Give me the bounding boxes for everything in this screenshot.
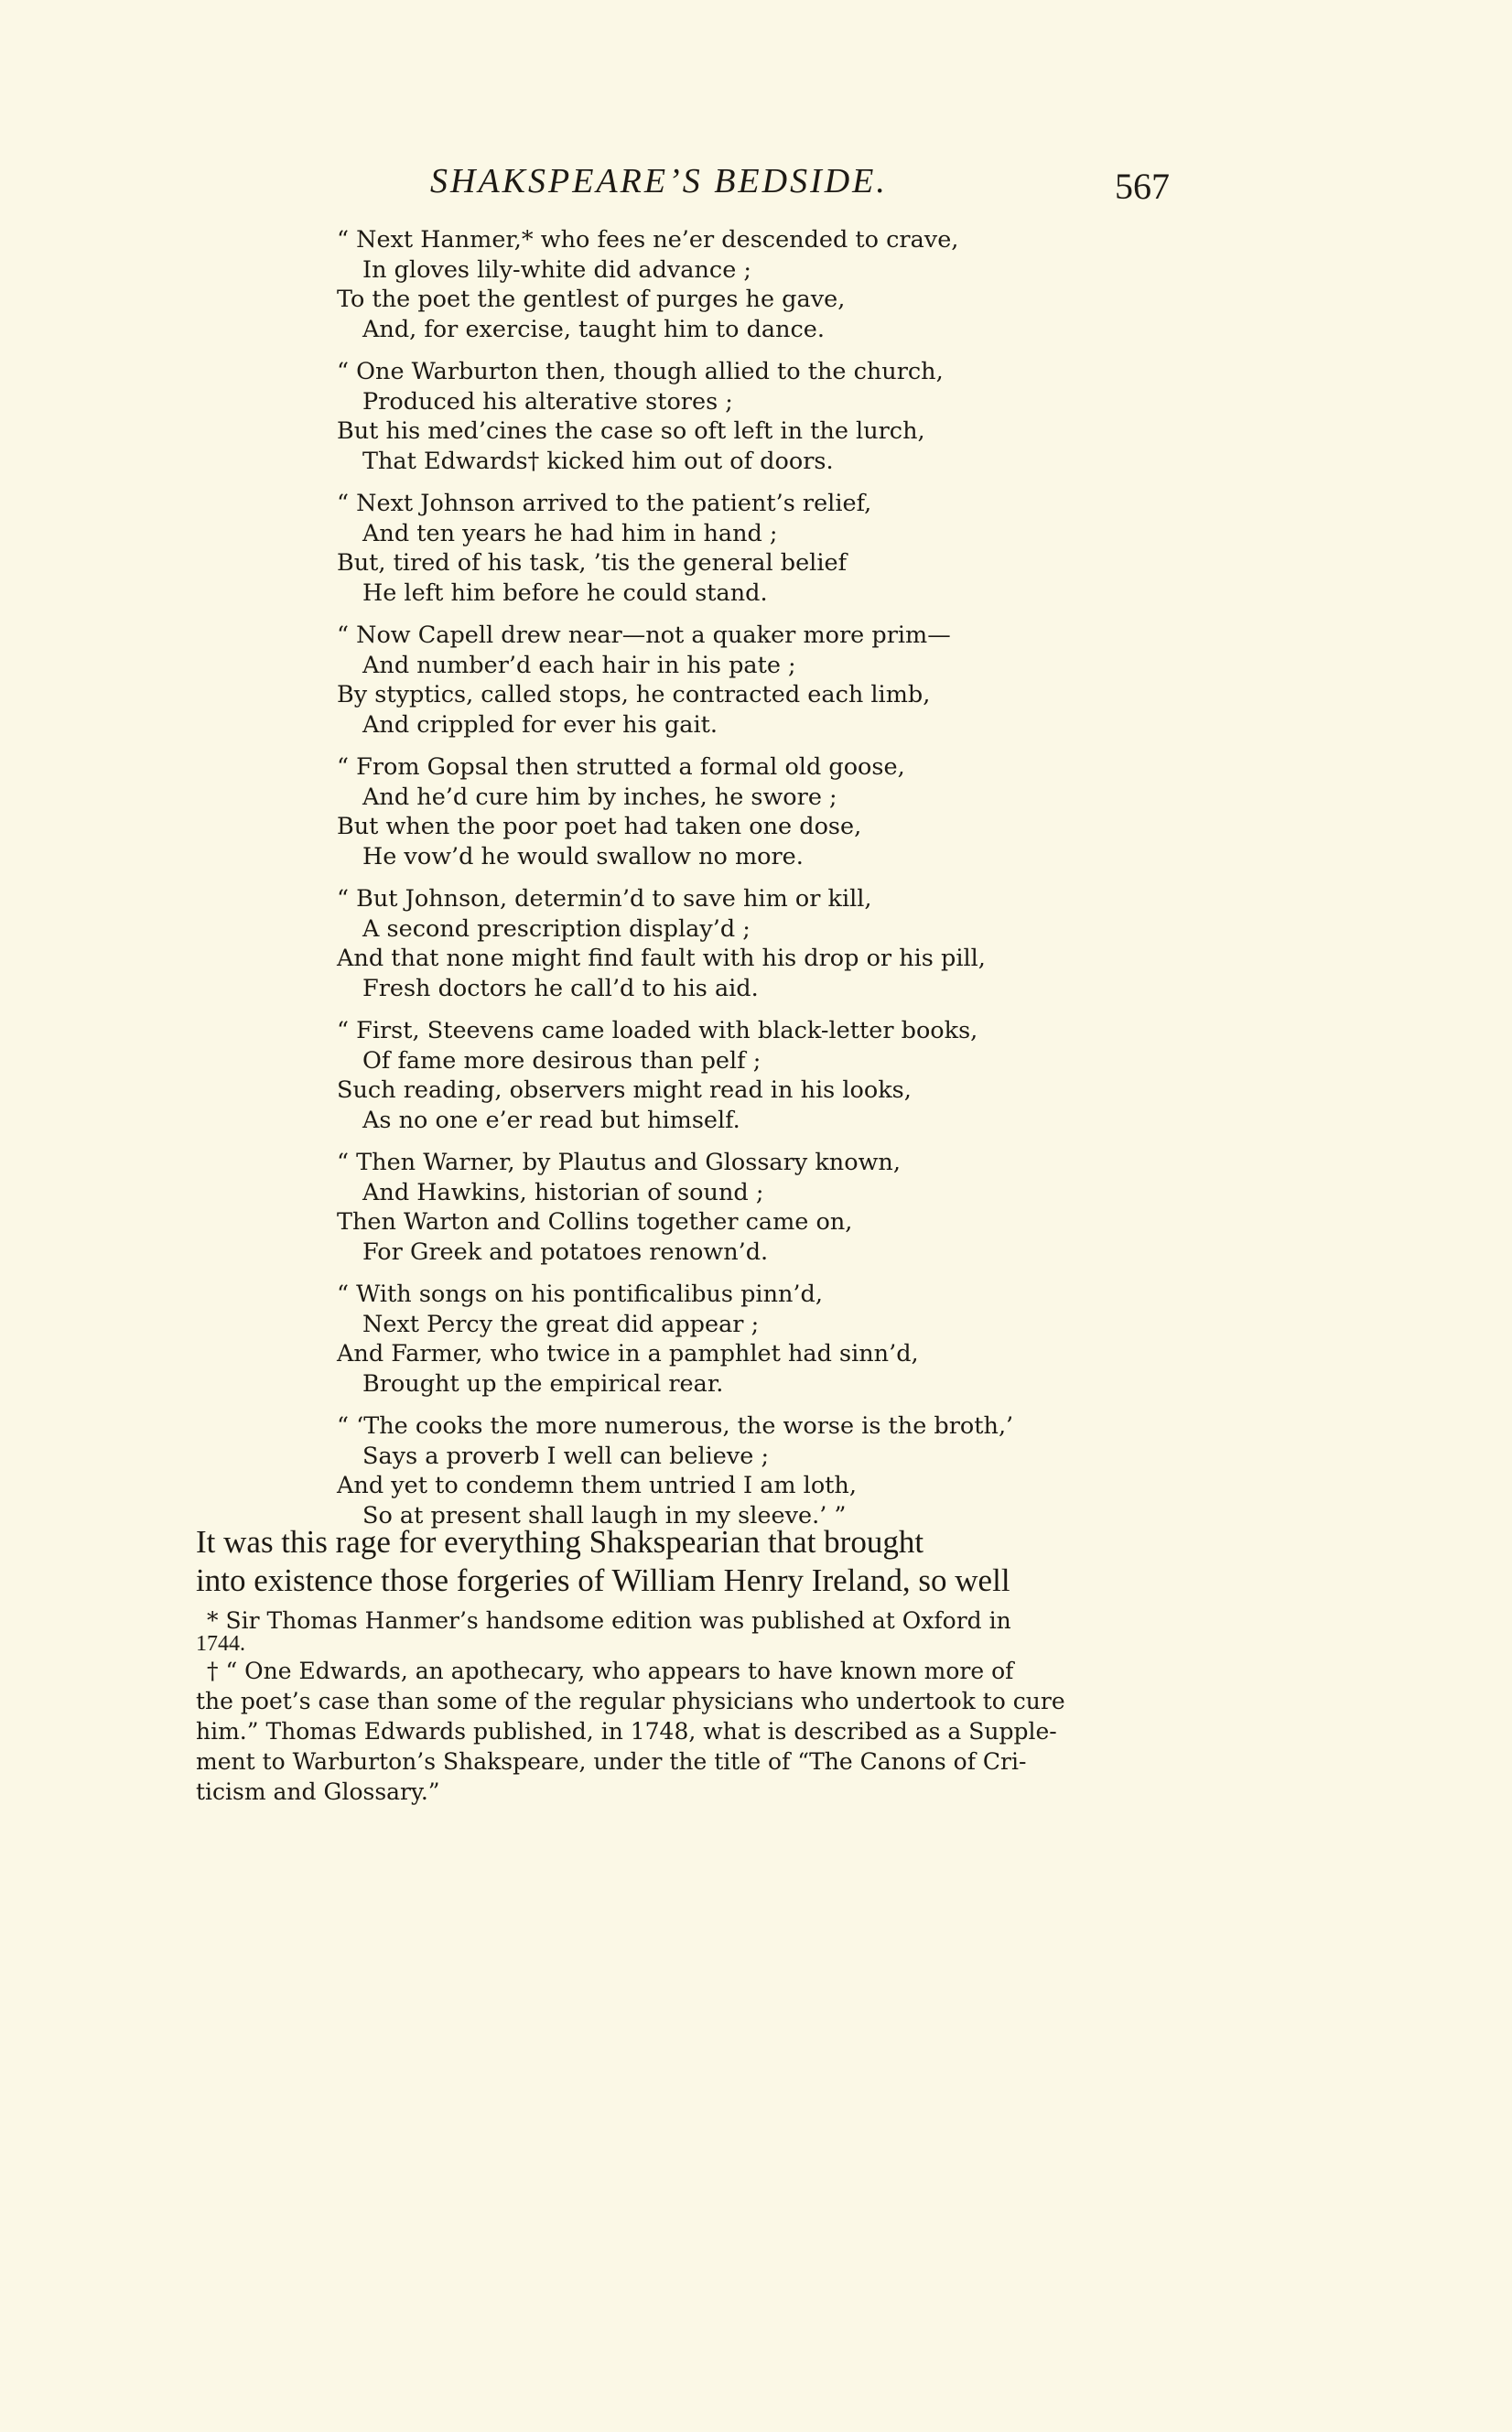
footnote-year: 1744. xyxy=(196,1632,245,1656)
poem-line: For Greek and potatoes renown’d. xyxy=(362,1238,769,1266)
paragraph-line: into existence those forgeries of William Henry Ireland, so well xyxy=(196,1562,1010,1598)
poem-line: “ ‘The cooks the more numerous, the worse is the broth,’ xyxy=(337,1412,1014,1440)
poem-line: “ Next Johnson arrived to the patient’s relief, xyxy=(337,490,872,517)
footnote-line: him.” Thomas Edwards published, in 1748, what is described as a Supple- xyxy=(196,1718,1057,1745)
footnotes xyxy=(196,1605,1166,1807)
poem-line: To the poet the gentlest of purges he gave, xyxy=(337,286,846,313)
footnote-dagger xyxy=(196,1656,1166,1686)
body-paragraph xyxy=(196,1523,1166,1600)
stanza xyxy=(337,357,1161,476)
poem-line: But when the poor poet had taken one dose, xyxy=(337,813,862,840)
poem-line: He left him before he could stand. xyxy=(362,578,768,607)
stanza xyxy=(337,1411,1161,1530)
poem-line: In gloves lily-white did advance ; xyxy=(362,255,751,284)
poem-line: A second prescription display’d ; xyxy=(362,914,751,943)
poem-line: And number’d each hair in his pate ; xyxy=(362,651,796,679)
poem-line: “ Now Capell drew near—not a quaker more prim— xyxy=(337,622,951,649)
stanza xyxy=(337,1016,1161,1135)
poem-line: Next Percy the great did appear ; xyxy=(362,1310,760,1338)
poem-line: As no one e’er read but himself. xyxy=(362,1106,740,1134)
stanza xyxy=(337,1148,1161,1267)
stanza xyxy=(337,1280,1161,1399)
poem-line: Such reading, observers might read in his looks, xyxy=(337,1076,912,1104)
footnote-line: † “ One Edwards, an apothecary, who appears to have known more of xyxy=(207,1658,1014,1684)
running-title: SHAKSPEARE’S BEDSIDE. xyxy=(430,162,888,200)
footnote-line: ment to Warburton’s Shakspeare, under the title of “The Canons of Cri- xyxy=(196,1748,1027,1775)
page-number: 567 xyxy=(1115,166,1170,207)
stanza xyxy=(337,621,1161,740)
poem-line: And crippled for ever his gait. xyxy=(362,710,718,739)
poem-line: And he’d cure him by inches, he swore ; xyxy=(362,783,837,811)
poem-line: “ One Warburton then, though allied to the church, xyxy=(337,358,944,385)
footnote-line: the poet’s case than some of the regular physicians who undertook to cure xyxy=(196,1688,1065,1714)
poem-line: And, for exercise, taught him to dance. xyxy=(362,315,826,343)
stanza xyxy=(337,489,1161,608)
poem-line: By styptics, called stops, he contracted each limb, xyxy=(337,681,931,708)
poem-line: But, tired of his task, ’tis the general belief xyxy=(337,549,848,577)
poem-line: “ Then Warner, by Plautus and Glossary known, xyxy=(337,1149,901,1176)
poem-line: Then Warton and Collins together came on, xyxy=(337,1208,853,1236)
poem-line: Of fame more desirous than pelf ; xyxy=(362,1046,761,1075)
poem-line: And ten years he had him in hand ; xyxy=(362,519,778,547)
poem xyxy=(337,225,1161,1543)
poem-line: Fresh doctors he call’d to his aid. xyxy=(362,974,759,1002)
stanza xyxy=(337,884,1161,1003)
footnote-line: * Sir Thomas Hanmer’s handsome edition was published at Oxford in xyxy=(207,1607,1011,1634)
poem-line: And Hawkins, historian of sound ; xyxy=(362,1178,764,1206)
poem-line: “ With songs on his pontificalibus pinn’d, xyxy=(337,1281,823,1308)
poem-line: “ Next Hanmer,* who fees ne’er descended to crave, xyxy=(337,226,959,254)
paragraph-line: It was this rage for everything Shakspearian that brought xyxy=(196,1524,924,1560)
poem-line: So at present shall laugh in my sleeve.’ ” xyxy=(362,1501,847,1529)
poem-line: And that none might find fault with his drop or his pill, xyxy=(337,945,986,972)
footnote-line: ticism and Glossary.” xyxy=(196,1778,440,1805)
poem-line: Brought up the empirical rear. xyxy=(362,1369,724,1398)
footnote-continuation xyxy=(196,1686,1166,1807)
poem-line: “ But Johnson, determin’d to save him or kill, xyxy=(337,885,872,913)
poem-line: But his med’cines the case so oft left in the lurch, xyxy=(337,417,925,445)
poem-line: He vow’d he would swallow no more. xyxy=(362,842,804,870)
page-header xyxy=(0,161,1512,216)
poem-line: That Edwards† kicked him out of doors. xyxy=(362,447,834,475)
poem-line: And Farmer, who twice in a pamphlet had sinn’d, xyxy=(337,1340,919,1367)
poem-line: And yet to condemn them untried I am loth, xyxy=(337,1472,857,1499)
poem-line: “ First, Steevens came loaded with black-letter books, xyxy=(337,1017,978,1044)
stanza xyxy=(337,752,1161,871)
stanza xyxy=(337,225,1161,344)
poem-line: Produced his alterative stores ; xyxy=(362,387,733,416)
poem-line: “ From Gopsal then strutted a formal old goose, xyxy=(337,753,905,781)
poem-line: Says a proverb I well can believe ; xyxy=(362,1442,770,1470)
